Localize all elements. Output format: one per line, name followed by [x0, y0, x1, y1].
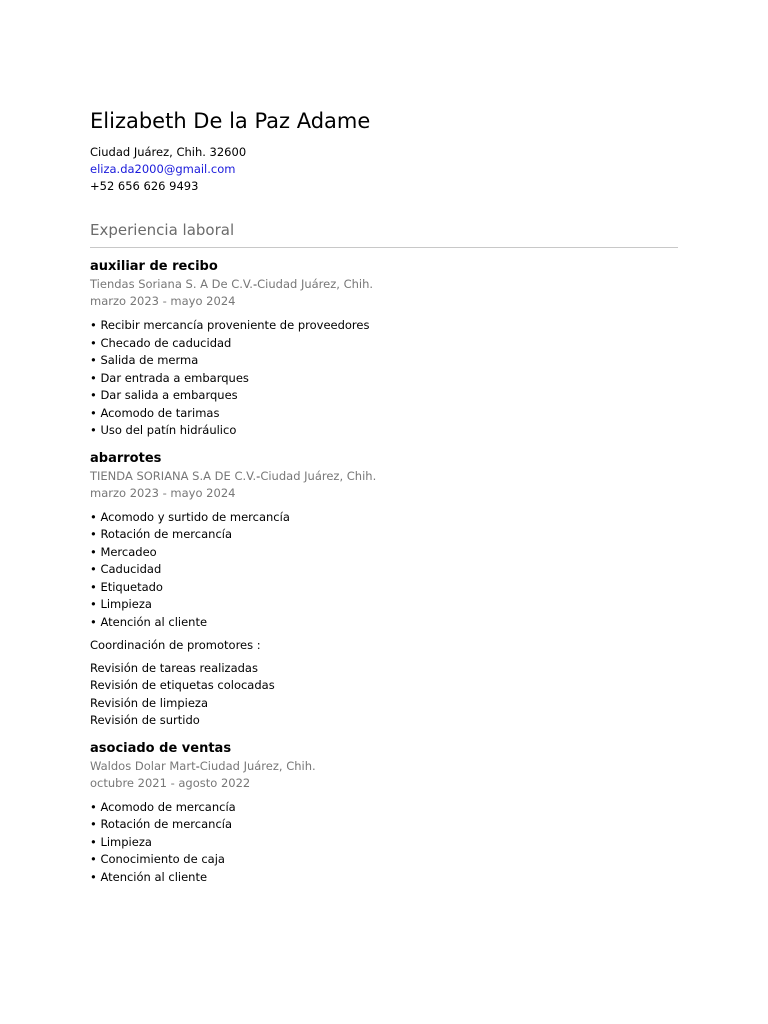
list-item: • Recibir mercancía proveniente de proveedores: [90, 318, 370, 332]
job-title: asociado de ventas: [90, 740, 232, 756]
list-item: • Acomodo de mercancía: [90, 799, 236, 814]
list-item: Revisión de etiquetas colocadas: [90, 678, 275, 692]
promoter-coordination-list: [90, 660, 678, 730]
list-item: • Uso del patín hidráulico: [90, 423, 237, 437]
list-item: • Caducidad: [90, 562, 162, 576]
job-entry: [90, 258, 678, 440]
job-company: Tiendas Soriana S. A De C.V.: [90, 277, 253, 291]
job-company: Waldos Dolar Mart: [90, 758, 196, 773]
list-item: • Salida de merma: [90, 353, 199, 367]
list-item: • Rotación de mercancía: [90, 817, 233, 831]
job-entry: [90, 740, 678, 887]
candidate-name: Elizabeth De la Paz Adame: [90, 109, 371, 133]
list-item: Revisión de tareas realizadas: [90, 660, 258, 675]
list-item: • Mercadeo: [90, 544, 157, 559]
job-dates: marzo 2023 - mayo 2024: [90, 485, 236, 500]
job-separator: -: [195, 758, 200, 773]
list-item: • Etiquetado: [90, 579, 163, 594]
section-title-experience: Experiencia laboral: [90, 219, 678, 248]
list-item: • Acomodo de tarimas: [90, 405, 220, 420]
phone: +52 656 626 9493: [90, 179, 199, 193]
list-item: • Atención al cliente: [90, 869, 208, 884]
job-separator: -: [256, 468, 261, 483]
list-item: • Limpieza: [90, 597, 152, 611]
list-item: • Dar salida a embarques: [90, 388, 238, 402]
email-line: [90, 161, 678, 178]
list-item: Revisión de surtido: [90, 713, 200, 727]
promoter-coordination-heading: Coordinación de promotores :: [90, 638, 261, 652]
list-item: • Rotación de mercancía: [90, 527, 233, 541]
job-separator: -: [252, 277, 258, 291]
job-company: TIENDA SORIANA S.A DE C.V.: [90, 468, 257, 483]
email-link[interactable]: eliza.da2000@gmail.com: [90, 162, 236, 176]
job-entry: [90, 450, 678, 730]
list-item: Revisión de limpieza: [90, 695, 208, 710]
job-city: Ciudad Juárez, Chih.: [199, 758, 316, 773]
job-city: Ciudad Juárez, Chih.: [260, 468, 377, 483]
resume-page: [90, 106, 678, 886]
list-item: • Conocimiento de caja: [90, 852, 225, 866]
job-duties-list: [90, 799, 678, 887]
job-duties-list: [90, 317, 678, 440]
list-item: • Dar entrada a embarques: [90, 370, 249, 385]
list-item: • Atención al cliente: [90, 614, 208, 629]
job-city: Ciudad Juárez, Chih.: [257, 277, 374, 291]
job-dates: marzo 2023 - mayo 2024: [90, 294, 236, 308]
job-company-line: [90, 758, 678, 775]
list-item: • Acomodo y surtido de mercancía: [90, 509, 290, 524]
job-title: auxiliar de recibo: [90, 259, 218, 274]
location: Ciudad Juárez, Chih. 32600: [90, 145, 247, 159]
job-duties-list: [90, 509, 678, 632]
list-item: • Limpieza: [90, 834, 152, 849]
job-title: abarrotes: [90, 450, 162, 466]
job-dates: octubre 2021 - agosto 2022: [90, 775, 251, 790]
list-item: • Checado de caducidad: [90, 335, 232, 350]
job-company-line: [90, 276, 678, 293]
job-company-line: [90, 468, 678, 485]
